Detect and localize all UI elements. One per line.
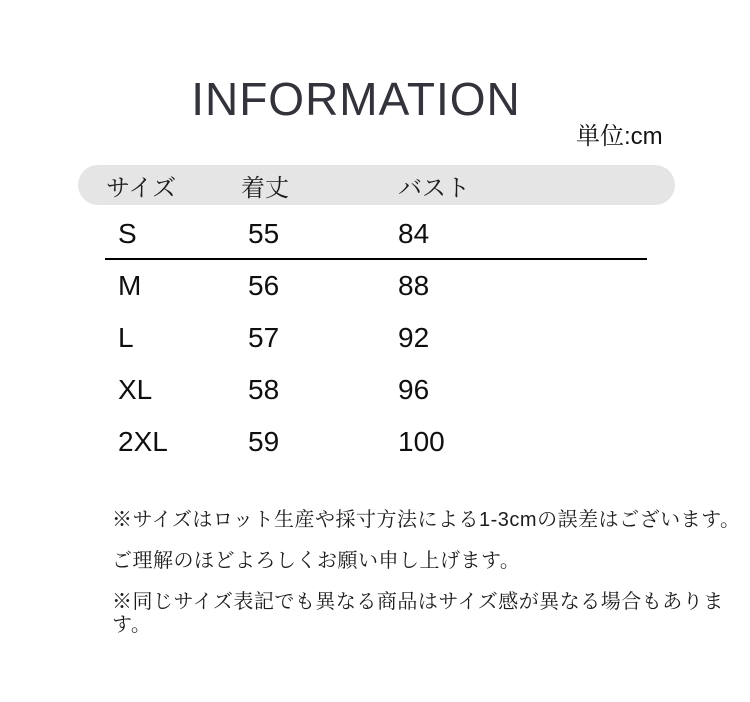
cell-size: 2XL [118,426,168,457]
unit-label: 単位:cm [576,123,663,150]
cell-bust: 92 [398,322,430,353]
cell-size: M [118,270,142,301]
cell-bust: 96 [398,374,430,405]
note-line: ※サイズはロット生産や採寸方法による1-3cmの誤差はございます。 [112,509,741,531]
note-line: ご理解のほどよろしくお願い申し上げます。 [112,550,521,572]
table-row [0,312,750,364]
cell-length: 57 [248,322,280,353]
size-table-body [0,209,750,468]
cell-bust: 84 [398,217,430,249]
header-cell-size: サイズ [106,174,177,202]
table-row [0,260,750,312]
cell-length: 55 [248,217,280,249]
cell-size: L [118,322,134,353]
table-row [0,364,750,416]
cell-bust: 88 [398,270,430,301]
note-line: ※同じサイズ表記でも異なる商品はサイズ感が異なる場合もあります。 [112,591,724,636]
notes-section [112,509,750,655]
table-row [0,416,750,468]
cell-length: 59 [248,426,280,457]
cell-size: S [118,217,137,249]
page-title: INFORMATION [191,73,521,125]
cell-bust: 100 [398,426,445,457]
table-row [0,209,750,258]
cell-size: XL [118,374,153,405]
cell-length: 56 [248,270,280,301]
header-cell-length: 着丈 [241,174,289,202]
size-table-header [78,165,675,205]
cell-length: 58 [248,374,280,405]
header-cell-bust: バスト [398,174,470,202]
